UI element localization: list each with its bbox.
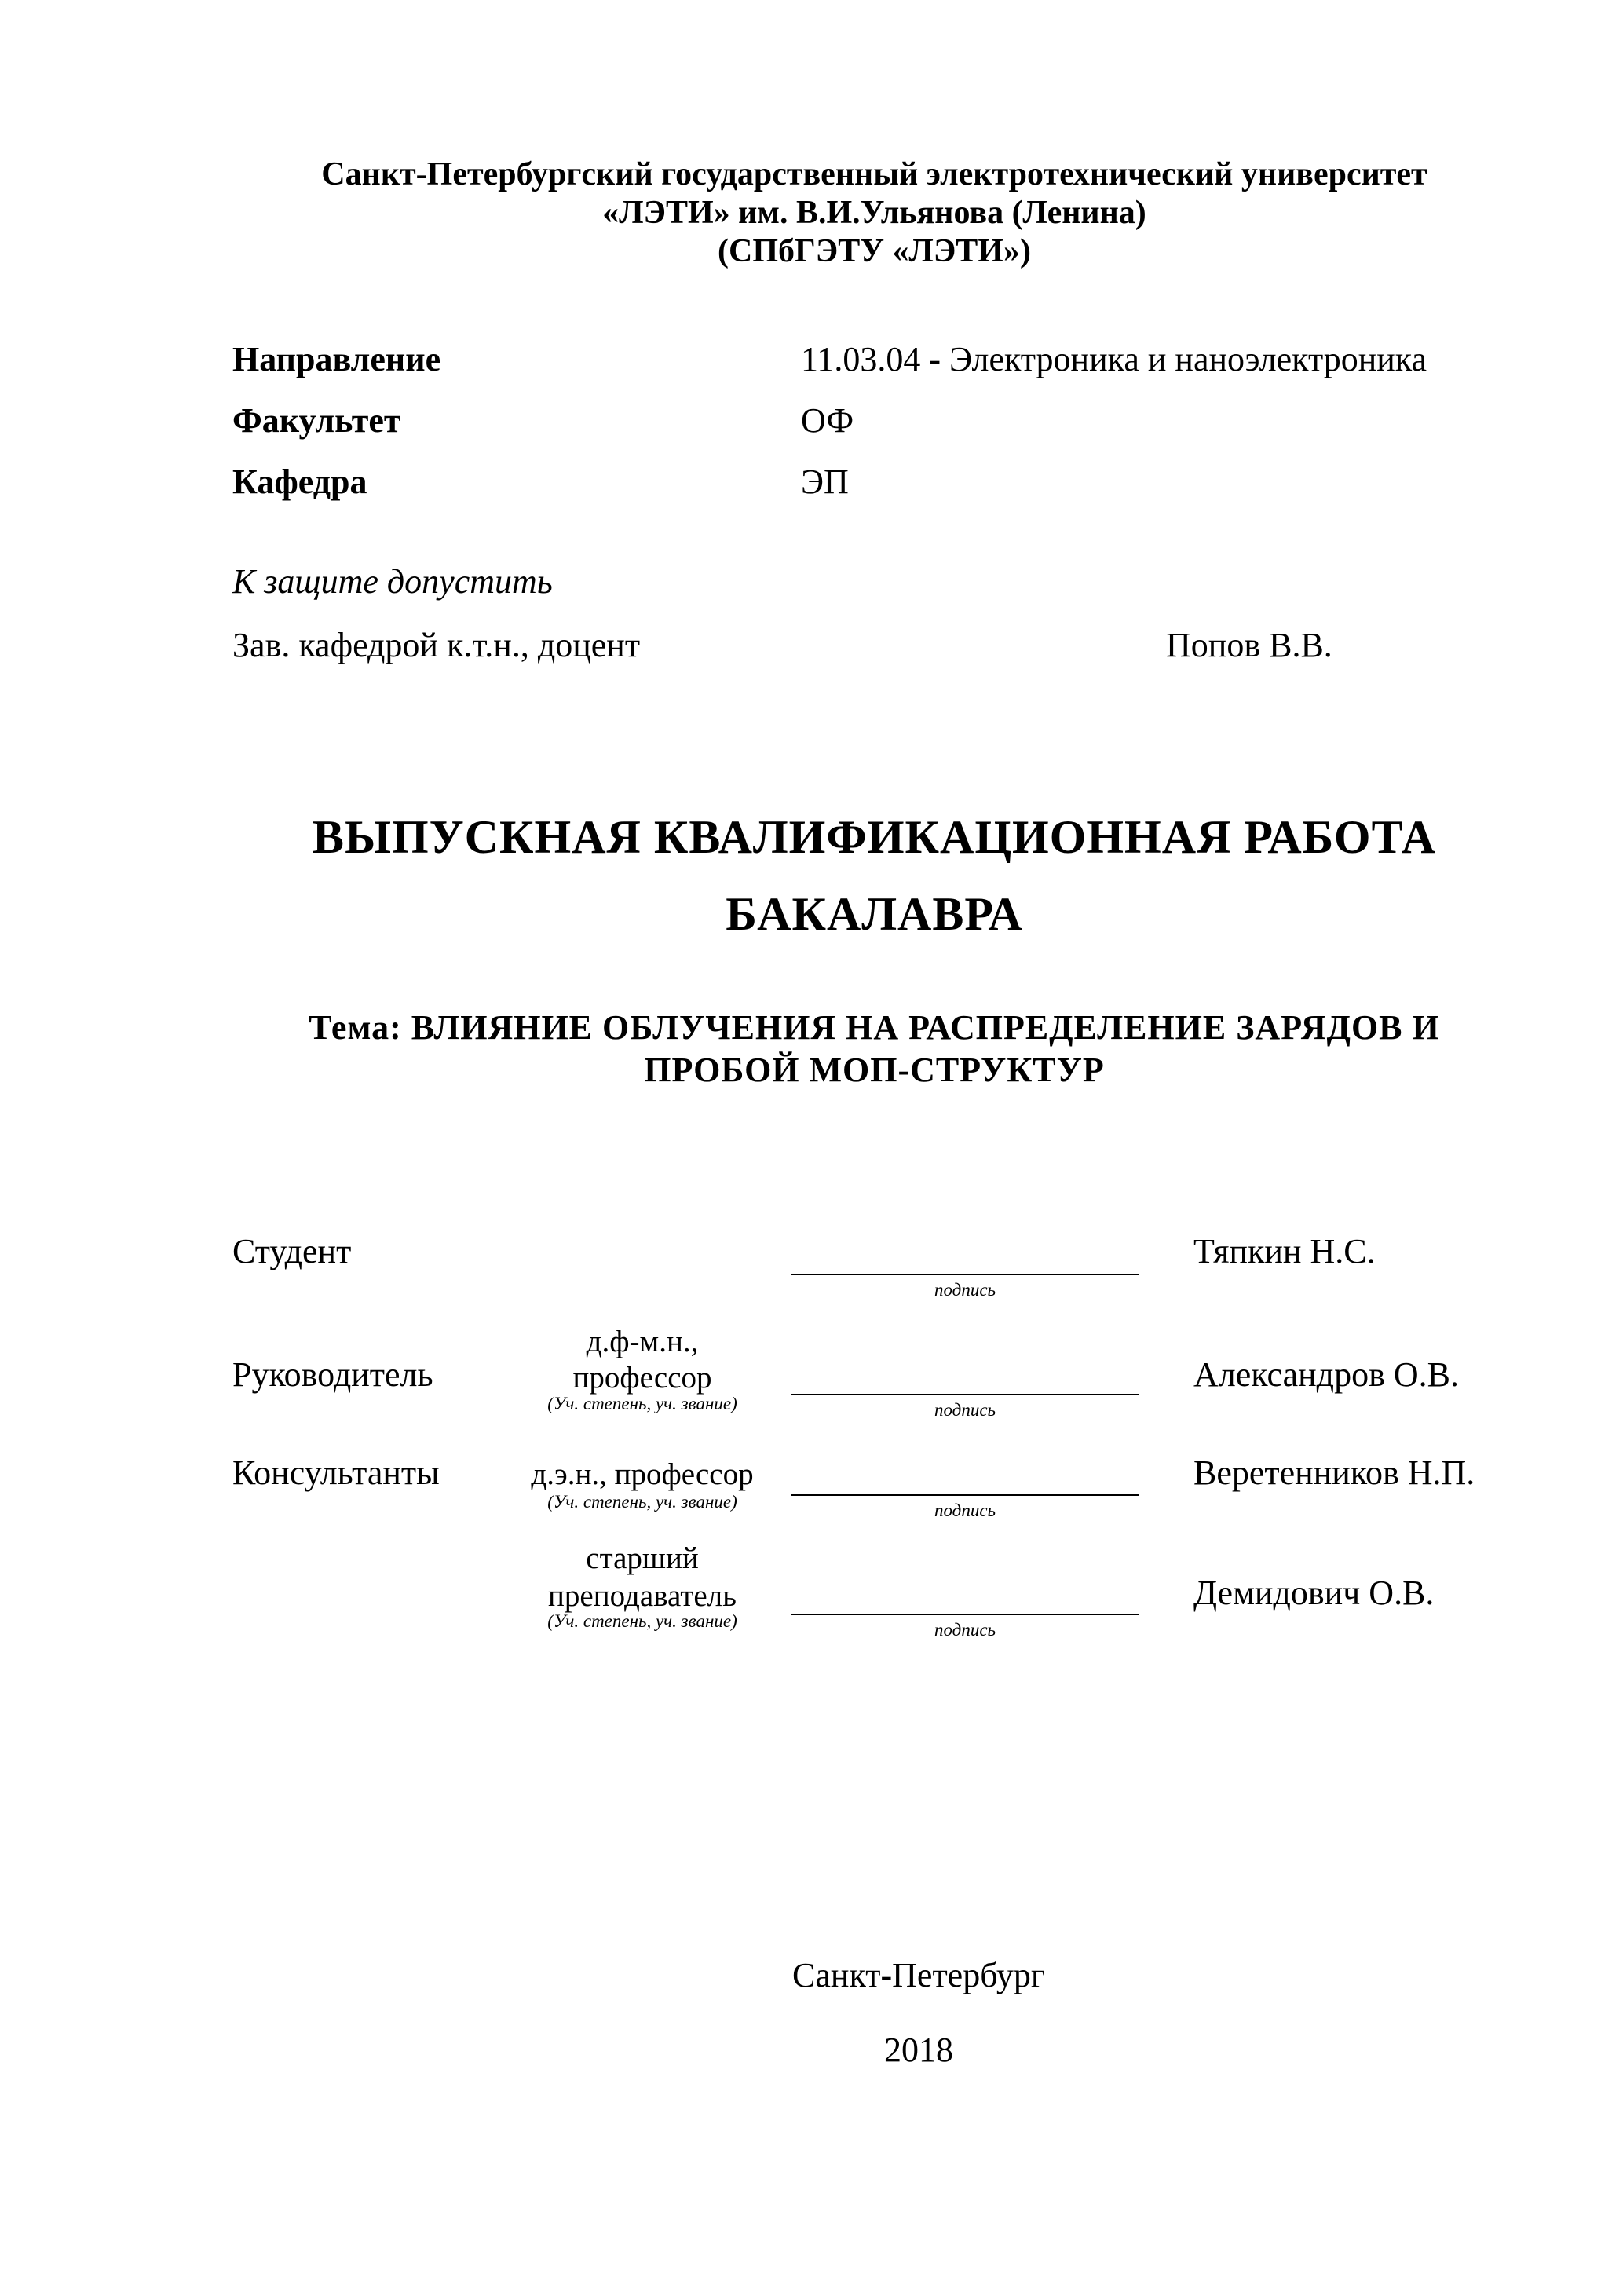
supervisor-rank-line1: д.ф-м.н., xyxy=(586,1325,699,1358)
faculty-label: Факультет xyxy=(232,401,401,440)
consultant2-signature-caption: подпись xyxy=(934,1620,996,1640)
consultant2-rank-line2: преподаватель xyxy=(548,1579,737,1613)
university-short-name: «ЛЭТИ» им. В.И.Ульянова (Ленина) xyxy=(602,195,1146,231)
consultant1-rank-caption: (Уч. степень, уч. звание) xyxy=(547,1492,737,1512)
direction-value: 11.03.04 - Электроника и наноэлектроника xyxy=(801,340,1427,378)
footer-year: 2018 xyxy=(884,2031,953,2069)
consultant2-rank-line1: старший xyxy=(586,1541,699,1575)
consultant1-name: Веретенников Н.П. xyxy=(1193,1453,1475,1492)
university-abbreviation: (СПбГЭТУ «ЛЭТИ») xyxy=(718,233,1031,269)
department-label: Кафедра xyxy=(232,462,367,501)
direction-label: Направление xyxy=(232,340,441,378)
consultant2-name: Демидович О.В. xyxy=(1193,1574,1435,1612)
head-of-department-title: Зав. кафедрой к.т.н., доцент xyxy=(232,626,641,664)
head-of-department-name: Попов В.В. xyxy=(1166,626,1332,664)
topic-line2: ПРОБОЙ МОП-СТРУКТУР xyxy=(644,1051,1105,1089)
student-signature-line xyxy=(791,1274,1139,1275)
university-name: Санкт-Петербургский государственный электротехнический университет xyxy=(321,156,1427,192)
consultant2-rank-caption: (Уч. степень, уч. звание) xyxy=(547,1611,737,1631)
work-title-line1: ВЫПУСКНАЯ КВАЛИФИКАЦИОННАЯ РАБОТА xyxy=(313,811,1436,863)
student-role: Студент xyxy=(232,1232,352,1270)
consultant1-rank: д.э.н., профессор xyxy=(531,1457,754,1491)
supervisor-rank-caption: (Уч. степень, уч. звание) xyxy=(547,1394,737,1413)
footer-city: Санкт-Петербург xyxy=(792,1956,1045,1994)
faculty-value: ОФ xyxy=(801,401,854,440)
student-name: Тяпкин Н.С. xyxy=(1193,1232,1376,1270)
supervisor-role: Руководитель xyxy=(232,1355,433,1394)
supervisor-signature-line xyxy=(791,1394,1139,1395)
consultant2-signature-line xyxy=(791,1614,1139,1615)
supervisor-rank-line2: профессор xyxy=(572,1361,712,1395)
topic-line1: Тема: ВЛИЯНИЕ ОБЛУЧЕНИЯ НА РАСПРЕДЕЛЕНИЕ ЗАРЯДОВ И xyxy=(309,1008,1440,1047)
consultant1-signature-caption: подпись xyxy=(934,1501,996,1520)
supervisor-name: Александров О.В. xyxy=(1193,1355,1459,1394)
consultant1-signature-line xyxy=(791,1494,1139,1496)
supervisor-signature-caption: подпись xyxy=(934,1400,996,1420)
student-signature-caption: подпись xyxy=(934,1280,996,1300)
work-title-line2: БАКАЛАВРА xyxy=(726,888,1023,940)
consultants-role: Консультанты xyxy=(232,1453,440,1492)
approval-label: К защите допустить xyxy=(232,562,553,601)
department-value: ЭП xyxy=(801,462,849,501)
